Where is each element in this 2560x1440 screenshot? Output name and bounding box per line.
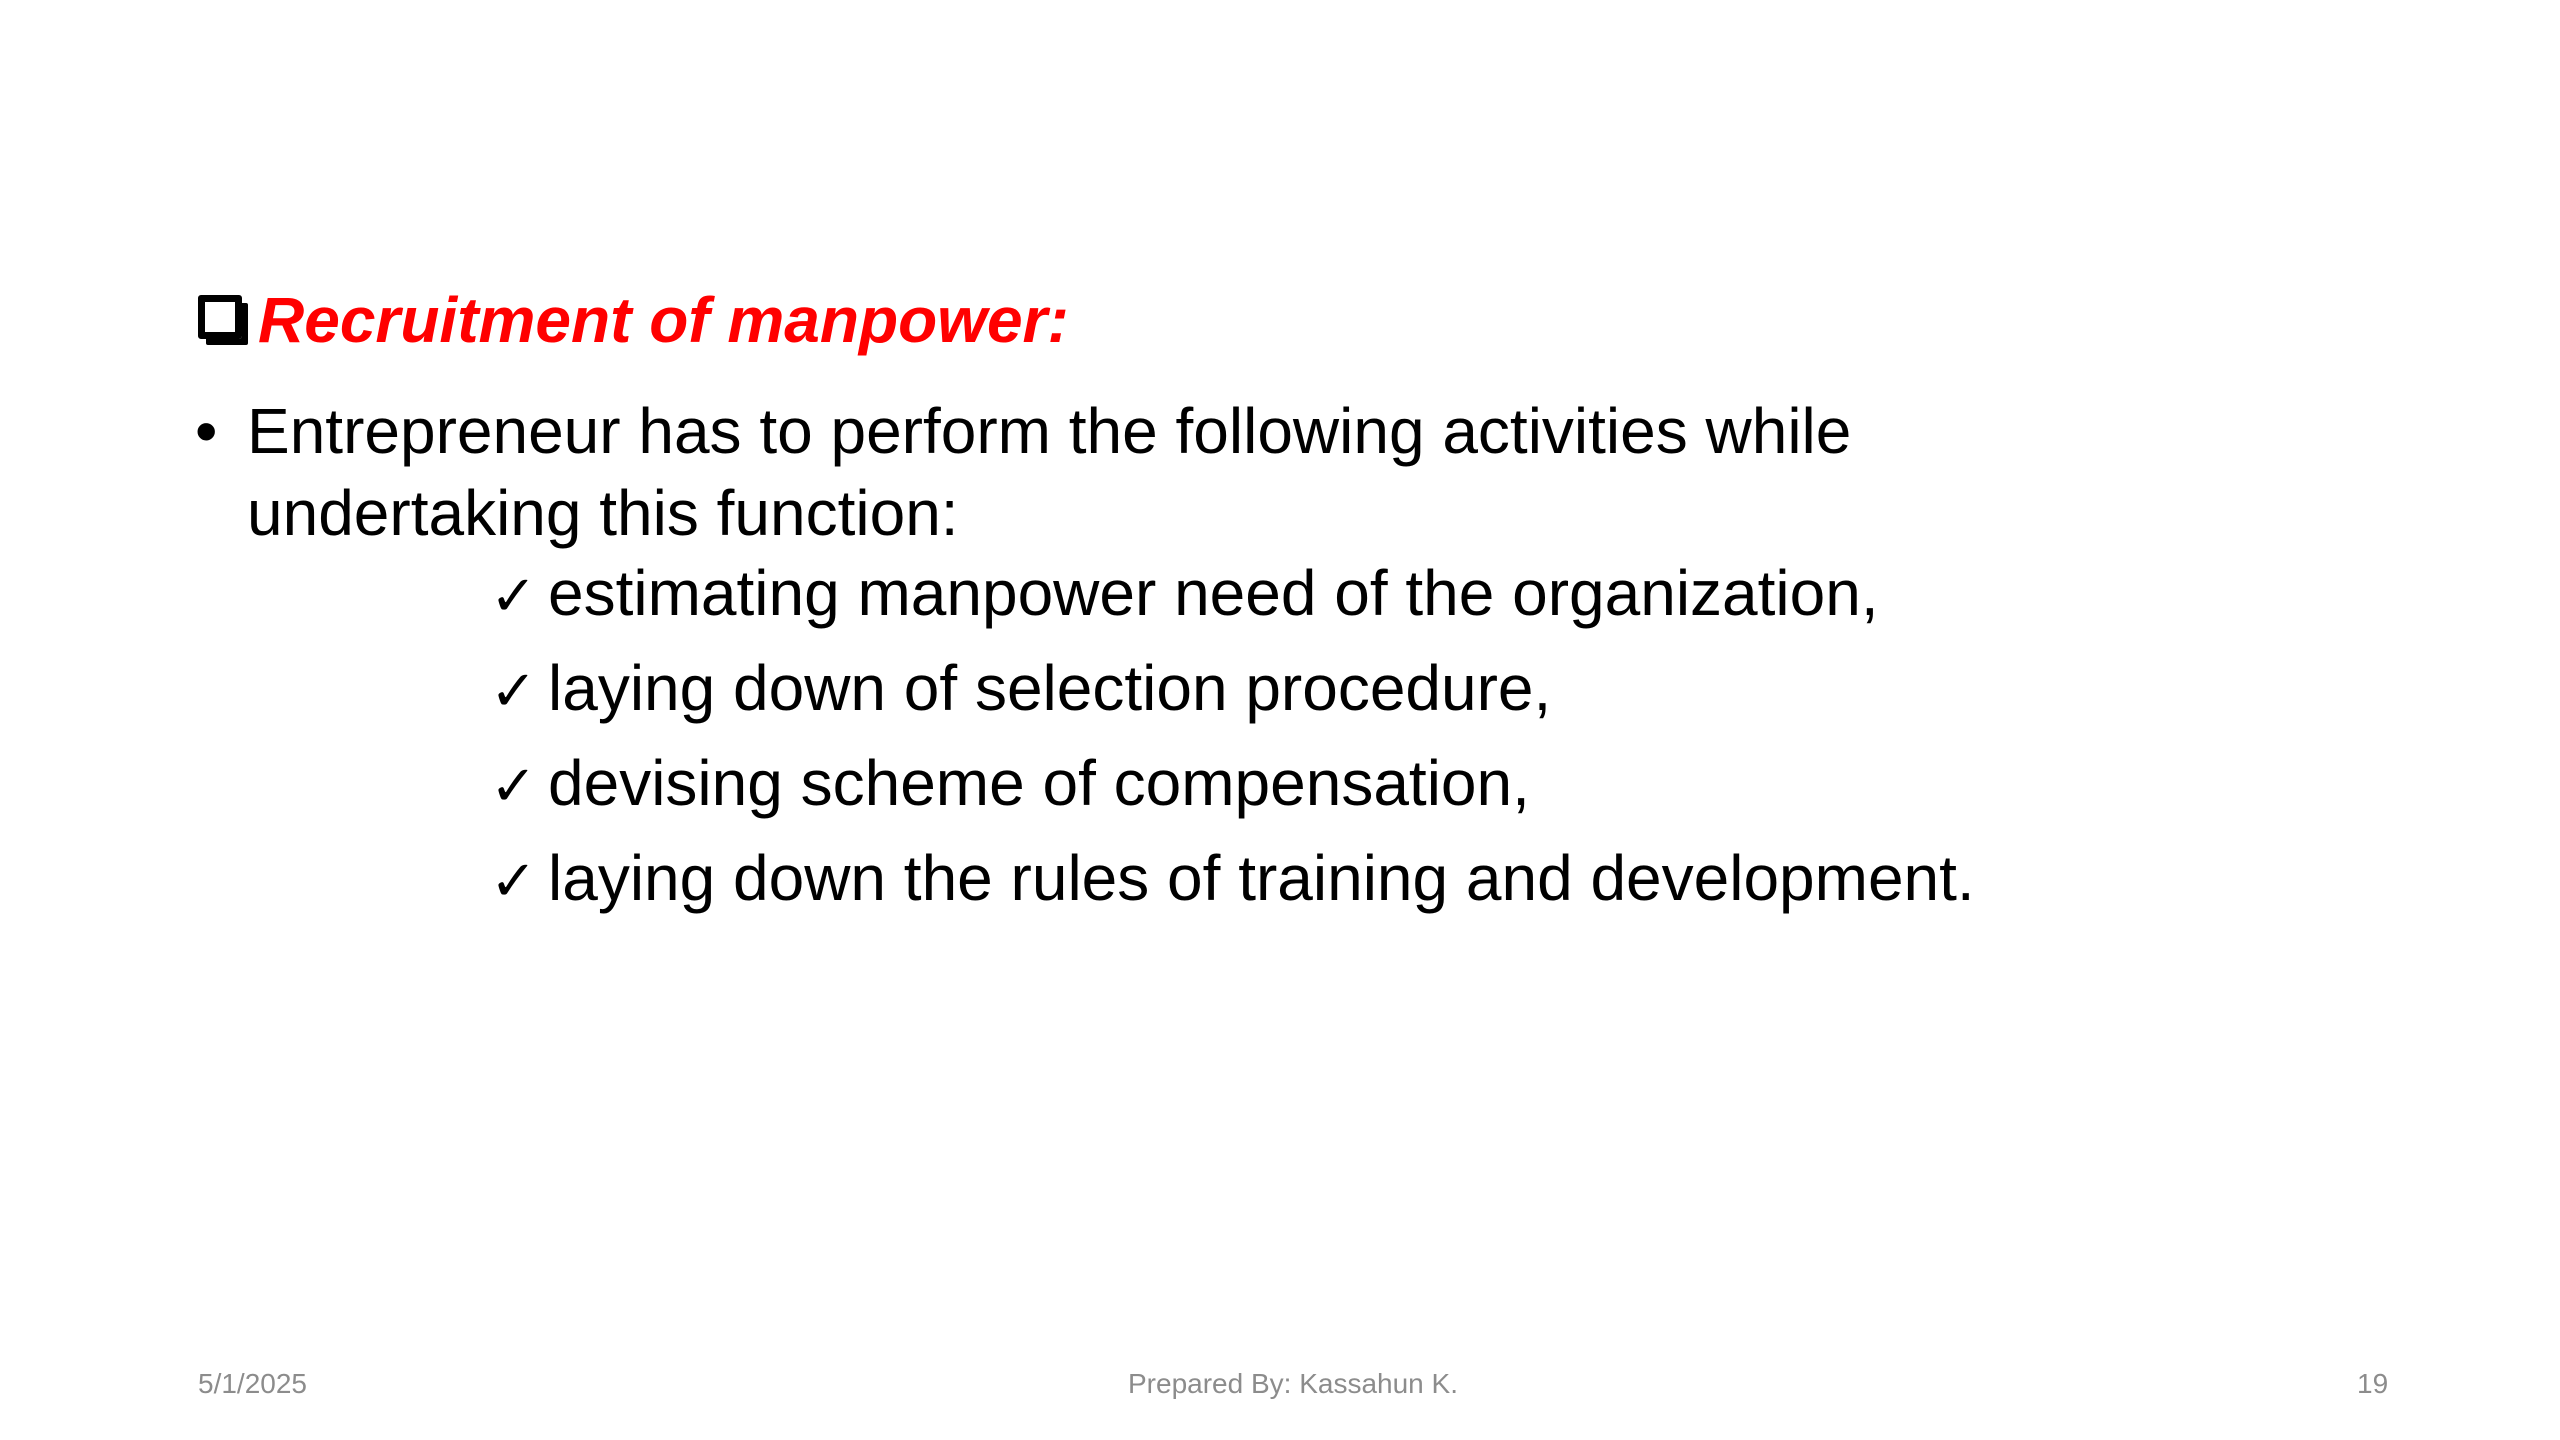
checklist-item-text: estimating manpower need of the organization,: [548, 557, 1879, 629]
heading-text: Recruitment of manpower:: [258, 284, 1069, 356]
checklist: [490, 556, 1975, 936]
bullet-item: [195, 390, 2095, 554]
bullet-text: Entrepreneur has to perform the following activities while undertaking this function:: [247, 395, 1852, 549]
checklist-item-text: laying down the rules of training and development.: [548, 842, 1975, 914]
checklist-item: [490, 746, 1975, 841]
slide-heading: [198, 270, 1069, 370]
checklist-item-text: laying down of selection procedure,: [548, 652, 1552, 724]
checklist-item-text: devising scheme of compensation,: [548, 747, 1530, 819]
checkmark-icon: ✓: [490, 754, 537, 819]
checkmark-icon: ✓: [490, 564, 537, 629]
checklist-item: [490, 556, 1975, 651]
footer-page-number: 19: [2357, 1368, 2389, 1399]
checklist-item: [490, 841, 1975, 936]
checkbox-square-icon: [198, 295, 242, 339]
footer-author: Prepared By: Kassahun K.: [1128, 1368, 1458, 1399]
bullet-dot-icon: •: [195, 395, 218, 467]
checklist-item: [490, 651, 1975, 746]
footer-date: 5/1/2025: [198, 1368, 307, 1399]
checkmark-icon: ✓: [490, 849, 537, 914]
checkmark-icon: ✓: [490, 659, 537, 724]
